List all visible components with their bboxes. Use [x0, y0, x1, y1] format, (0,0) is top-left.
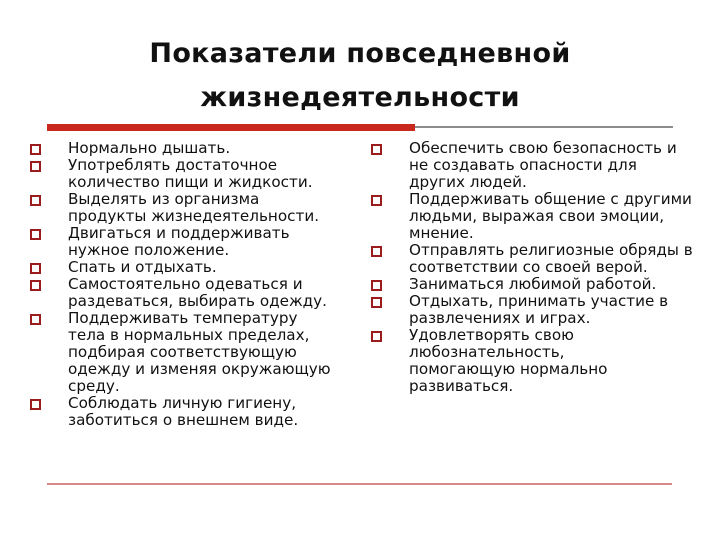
list-item-text: Самостоятельно одеваться и раздеваться, выбирать одежду.: [68, 275, 327, 310]
slide-title-line-1: Показатели повседневной: [149, 38, 571, 69]
hollow-square-bullet-icon: [30, 144, 41, 155]
list-item: [30, 276, 360, 310]
hollow-square-bullet-icon: [371, 144, 382, 155]
hollow-square-bullet-icon: [30, 229, 41, 240]
list-item: [371, 293, 701, 327]
list-item: [371, 191, 701, 242]
list-item-text: Соблюдать личную гигиену, заботиться о внешнем виде.: [68, 394, 299, 429]
hollow-square-bullet-icon: [371, 246, 382, 257]
list-item: [371, 276, 701, 293]
list-item-text: Употреблять достаточное количество пищи и жидкости.: [68, 156, 313, 191]
list-item-text: Отправлять религиозные обряды в соответствии со своей верой.: [409, 241, 693, 276]
hollow-square-bullet-icon: [371, 280, 382, 291]
list-item-text: Поддерживать общение с другими людьми, выражая свои эмоции, мнение.: [409, 190, 692, 242]
hollow-square-bullet-icon: [371, 297, 382, 308]
list-item: [371, 140, 701, 191]
hollow-square-bullet-icon: [30, 195, 41, 206]
list-item-text: Нормально дышать.: [68, 139, 231, 157]
hollow-square-bullet-icon: [30, 280, 41, 291]
list-item: [30, 140, 360, 157]
list-item: [30, 259, 360, 276]
list-item-text: Отдыхать, принимать участие в развлечениях и играх.: [409, 292, 669, 327]
hollow-square-bullet-icon: [30, 399, 41, 410]
list-item-text: Удовлетворять свою любознательность, помогающую нормально развиваться.: [409, 326, 608, 395]
list-item-text: Заниматься любимой работой.: [409, 275, 657, 293]
list-item: [371, 327, 701, 395]
hollow-square-bullet-icon: [371, 195, 382, 206]
right-column-list: [371, 140, 701, 395]
list-item: [30, 310, 360, 395]
list-item-text: Выделять из организма продукты жизнедеятельности.: [68, 190, 320, 225]
list-item: [30, 157, 360, 191]
slide-title-line-2: жизнедеятельности: [200, 82, 520, 113]
list-item-text: Обеспечить свою безопасность и не создавать опасности для других людей.: [409, 139, 677, 191]
hollow-square-bullet-icon: [371, 331, 382, 342]
list-item: [30, 395, 360, 429]
hollow-square-bullet-icon: [30, 314, 41, 325]
left-column-list: [30, 140, 360, 429]
hollow-square-bullet-icon: [30, 263, 41, 274]
hollow-square-bullet-icon: [30, 161, 41, 172]
list-item-text: Двигаться и поддерживать нужное положение.: [68, 224, 290, 259]
title-accent-bar: [47, 124, 415, 131]
list-item-text: Спать и отдыхать.: [68, 258, 217, 276]
list-item: [30, 191, 360, 225]
list-item-text: Поддерживать температуру тела в нормальных пределах, подбирая соответствующую одежду и изменяя окружающую среду.: [68, 309, 331, 395]
list-item: [371, 242, 701, 276]
bottom-divider-line: [47, 483, 672, 485]
title-divider-line: [415, 126, 673, 128]
list-item: [30, 225, 360, 259]
